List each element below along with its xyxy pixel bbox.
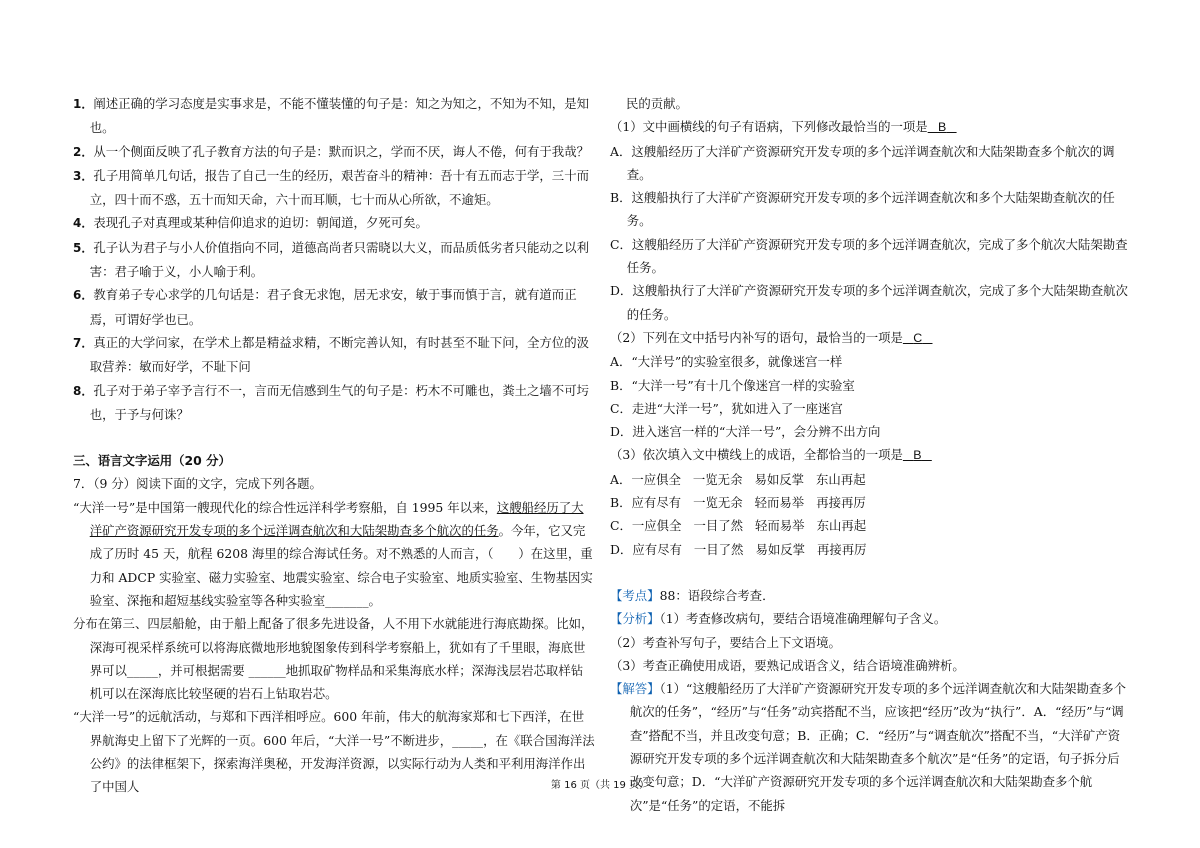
recitation-item: 7．真正的大学问家，在学术上都是精益求精，不断完善认知，有时甚至不耻下问，全方位的汲取营养：敏而好学，不耻下问: [73, 334, 589, 375]
option-sub1-3: D．这艘船执行了大洋矿产资源研究开发专项的多个远洋调查航次，完成了多个大陆架勘查航次的任务。: [610, 283, 1128, 322]
option-sub2-0: A．“大洋号”的实验室很多，就像迷宫一样: [610, 354, 843, 370]
option-sub3-2: C．一应俱全 一目了然 轻而易举 东山再起: [610, 518, 867, 534]
option-sub1-1: B．这艘船执行了大洋矿产资源研究开发专项的多个远洋调查航次和多个大陆架勘查航次的任务。: [610, 190, 1115, 229]
q7-intro: 7．（9 分）阅读下面的文字，完成下列各题。: [73, 476, 322, 492]
option-sub1-2: C．这艘船经历了大洋矿产资源研究开发专项的多个远洋调查航次，完成了多个航次大陆架勘查任务。: [610, 236, 1128, 276]
option-sub3-1: B．应有尽有 一览无余 轻而易举 再接再厉: [610, 495, 866, 511]
option-sub2-3: D．进入迷宫一样的“大洋一号”，会分辨不出方向: [610, 424, 881, 440]
passage-p3-end: 民的贡献。: [626, 96, 688, 111]
recitation-item: 6．教育弟子专心求学的几句话是：君子食无求饱，居无求安，敏于事而慎于言，就有道而正焉，可谓好学也已。: [73, 287, 577, 327]
left-column: [73, 92, 595, 799]
recitation-item: 8．孔子对于弟子宰予言行不一，言而无信感到生气的句子是：朽木不可雕也，粪土之墙不可圬也，于予与何诛？: [73, 382, 589, 422]
recitation-list: [73, 92, 595, 426]
recitation-item: 2．从一个侧面反映了孔子教育方法的句子是：默而识之，学而不厌，诲人不倦，何有于我哉？: [73, 143, 589, 159]
sub3-question: （3）依次填入文中横线上的成语，全都恰当的一项是 B: [610, 447, 922, 463]
jieda: 【解答】（1）“这艘船经历了大洋矿产资源研究开发专项的多个远洋调查航次和大陆架勘查多个航次的任务”，“经历”与“任务”动宾搭配不当，应该把“经历”改为“执行”．A．“经历”与“调查”搭配不当，并且改变句意；B．正确；C．“经历”与“调查航次”搭配不当，“大洋矿产资源研究开发专项的多个远洋调查航次和大陆架勘查多个航次”是“任务”的定语，句子拆分后改变句意；D．“大洋矿产资源研究开发专项的多个远洋调查航次和大陆架勘查多个航次”是“任务”的定语，不能拆: [610, 681, 1127, 813]
fenxi-1: 【分析】（1）考查修改病句，要结合语境准确理解句子含义。: [610, 611, 947, 627]
sub1-question: （1）文中画横线的句子有语病，下列修改最恰当的一项是 B: [610, 119, 947, 135]
sub3-options: [610, 468, 1132, 561]
option-sub3-3: D．应有尽有 一目了然 易如反掌 再接再厉: [610, 541, 867, 557]
fenxi-3: （3）考查正确使用成语，要熟记成语含义，结合语境准确辨析。: [610, 657, 965, 673]
recitation-item: 4．表现孔子对真理或某种信仰追求的迫切：朝闻道，夕死可矣。: [73, 215, 428, 231]
passage-p3: “大洋一号”的远航活动，与郑和下西洋相呼应。600 年前，伟大的航海家郑和七下西洋，在世界航海史上留下了光辉的一页。600 年后，“大洋一号”不断进步，_____，在《联合国海洋法公约》的法律框架下，探索海洋奥秘，开发海洋资源，以实际行动为人类和平利用海洋作出了中国人: [73, 709, 595, 795]
sub2-options: [610, 350, 1132, 443]
sub2-question: （2）下列在文中括号内补写的语句，最恰当的一项是 C: [610, 329, 923, 345]
kaodian: 【考点】88：语段综合考查．: [610, 587, 775, 603]
passage-p2: 分布在第三、四层船舱，由于船上配备了很多先进设备，人不用下水就能进行海底勘探。比如，深海可视采样系统可以将海底微地形地貌图象传到科学考察船上，犹如有了千里眼，海底世界可以_____，并可根据需要 ______地抓取矿物样品和采集海底水样；深海浅层岩芯取样钻机可以在深海底比较坚硬的岩石上钻取岩芯。: [73, 616, 594, 702]
page-footer: 第 16 页（共 19 页）: [550, 780, 650, 791]
recitation-item: 1．阐述正确的学习态度是实事求是，不能不懂装懂的句子是：知之为知之，不知为不知，是知也。: [73, 96, 589, 136]
recitation-item: 3．孔子用简单几句话，报告了自己一生的经历，艰苦奋斗的精神：吾十有五而志于学，三十而立，四十而不惑，五十而知天命，六十而耳顺，七十而从心所欲，不逾矩。: [73, 167, 589, 208]
fenxi-2: （2）考查补写句子，要结合上下文语境。: [610, 634, 841, 650]
underlined-sentence: 这艘船经历了大洋矿产资源研究开发专项的多个远洋调查航次和大陆架勘查多个航次的任务: [89, 499, 584, 539]
option-sub2-1: B．“大洋一号”有十几个像迷宫一样的实验室: [610, 377, 855, 393]
recitation-item: 5．孔子认为君子与小人价值指向不同，道德高尚者只需晓以大义，而品质低劣者只能动之以利害：君子喻于义，小人喻于利。: [73, 239, 589, 280]
passage-p1: “大洋一号”是中国第一艘现代化的综合性远洋科学考察船，自 1995 年以来，这艘船经历了大洋矿产资源研究开发专项的多个远洋调查航次和大陆架勘查多个航次的任务。今年，它又完成了历时 45 天，航程 6208 海里的综合海试任务。对不熟悉的人而言，（ ）在这里，重力和 ADCP 实验室、磁力实验室、地震实验室、综合电子实验室、地质实验室、生物基因实验室、深拖和超短基线实验室等各种实验室_______。: [73, 499, 593, 608]
section-title: 三、语言文字运用（20 分）: [73, 453, 231, 469]
option-sub3-0: A．一应俱全 一览无余 易如反掌 东山再起: [610, 471, 866, 487]
sub1-options: [610, 140, 1132, 326]
option-sub2-2: C．走进“大洋一号”，犹如进入了一座迷宫: [610, 400, 843, 416]
option-sub1-0: A．这艘船经历了大洋矿产资源研究开发专项的多个远洋调查航次和大陆架勘查多个航次的调查。: [610, 143, 1115, 182]
right-column: [610, 92, 1132, 817]
